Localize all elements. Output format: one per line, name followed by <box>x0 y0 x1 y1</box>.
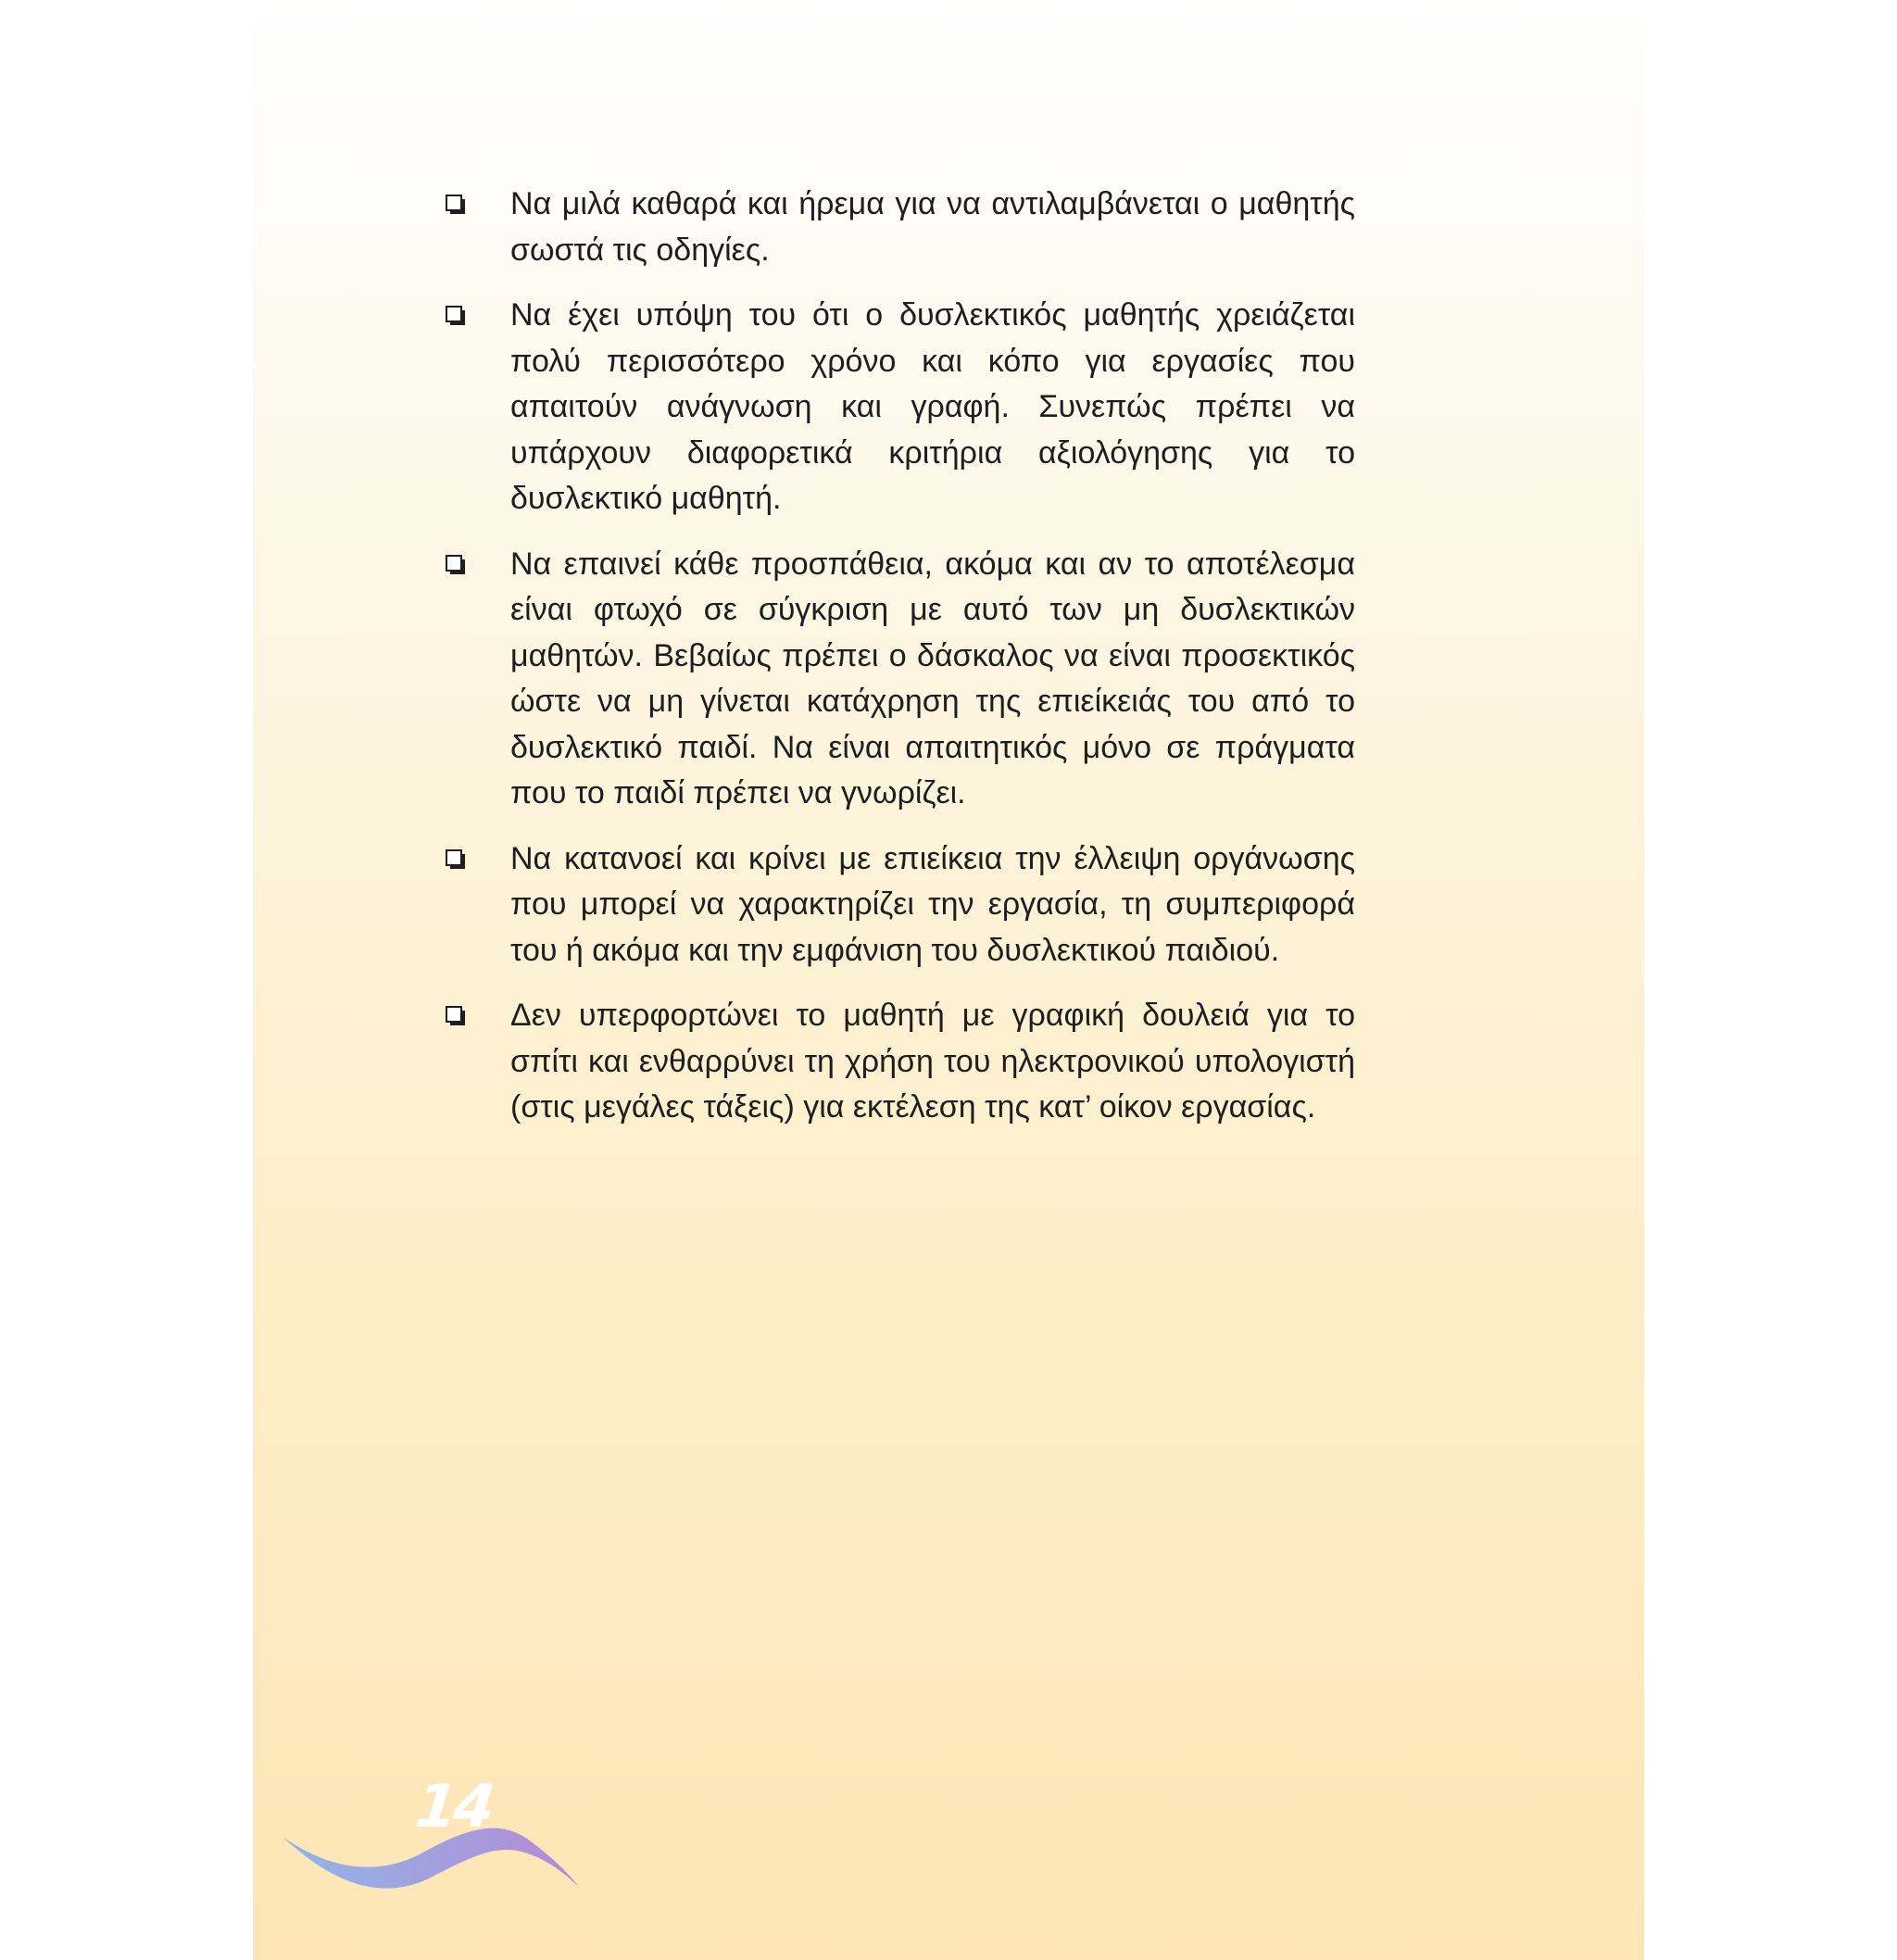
list-item <box>446 836 1355 974</box>
list-item <box>446 993 1355 1131</box>
bullet-text: Δεν υπερφορτώνει το μαθητή με γραφική δουλειά για το σπίτι και ενθαρρύνει τη χρήση του ηλεκτρονικού υπολογιστή (στις μεγάλες τάξεις) για εκτέλεση της κατ’ οίκον εργασίας. <box>510 998 1355 1124</box>
checkbox-shadow-icon <box>446 849 466 870</box>
checkbox-shadow-icon <box>446 555 466 575</box>
list-item <box>446 293 1355 522</box>
bullet-text: Να επαινεί κάθε προσπάθεια, ακόμα και αν το αποτέλεσμα είναι φτωχό σε σύγκριση με αυτό των μη δυσλεκτικών μαθητών. Βεβαίως πρέπει ο δάσκαλος να είναι προσεκτικός ώστε να μη γίνεται κατάχρηση της επιείκειάς του από το δυσλεκτικό παιδί. Να είναι απαιτητικός μόνο σε πράγματα που το παιδί πρέπει να γνωρίζει. <box>510 546 1355 810</box>
list-item <box>446 542 1355 817</box>
bullet-text: Να έχει υπόψη του ότι ο δυσλεκτικός μαθητής χρειάζεται πολύ περισσότερο χρόνο και κόπο για εργασίες που απαιτούν ανάγνωση και γραφή. Συνεπώς πρέπει να υπάρχουν διαφορετικά κριτήρια αξιολόγησης για το δυσλεκτικό μαθητή. <box>510 297 1355 516</box>
checkbox-shadow-icon <box>446 306 466 326</box>
list-item <box>446 182 1355 273</box>
bullet-list <box>446 182 1355 1150</box>
bullet-text: Να κατανοεί και κρίνει με επιείκεια την έλλειψη οργάνωσης που μπορεί να χαρακτηρίζει την εργασία, τη συμπεριφορά του ή ακόμα και την εμφάνιση του δυσλεκτικού παιδιού. <box>510 840 1355 968</box>
checkbox-shadow-icon <box>446 1006 466 1026</box>
document-page <box>253 0 1644 1960</box>
bullet-text: Να μιλά καθαρά και ήρεμα για να αντιλαμβάνεται ο μαθητής σωστά τις οδηγίες. <box>510 186 1355 268</box>
page-number: 14 <box>412 1773 495 1841</box>
page-number-block <box>279 1774 584 1903</box>
checkbox-shadow-icon <box>446 195 466 215</box>
